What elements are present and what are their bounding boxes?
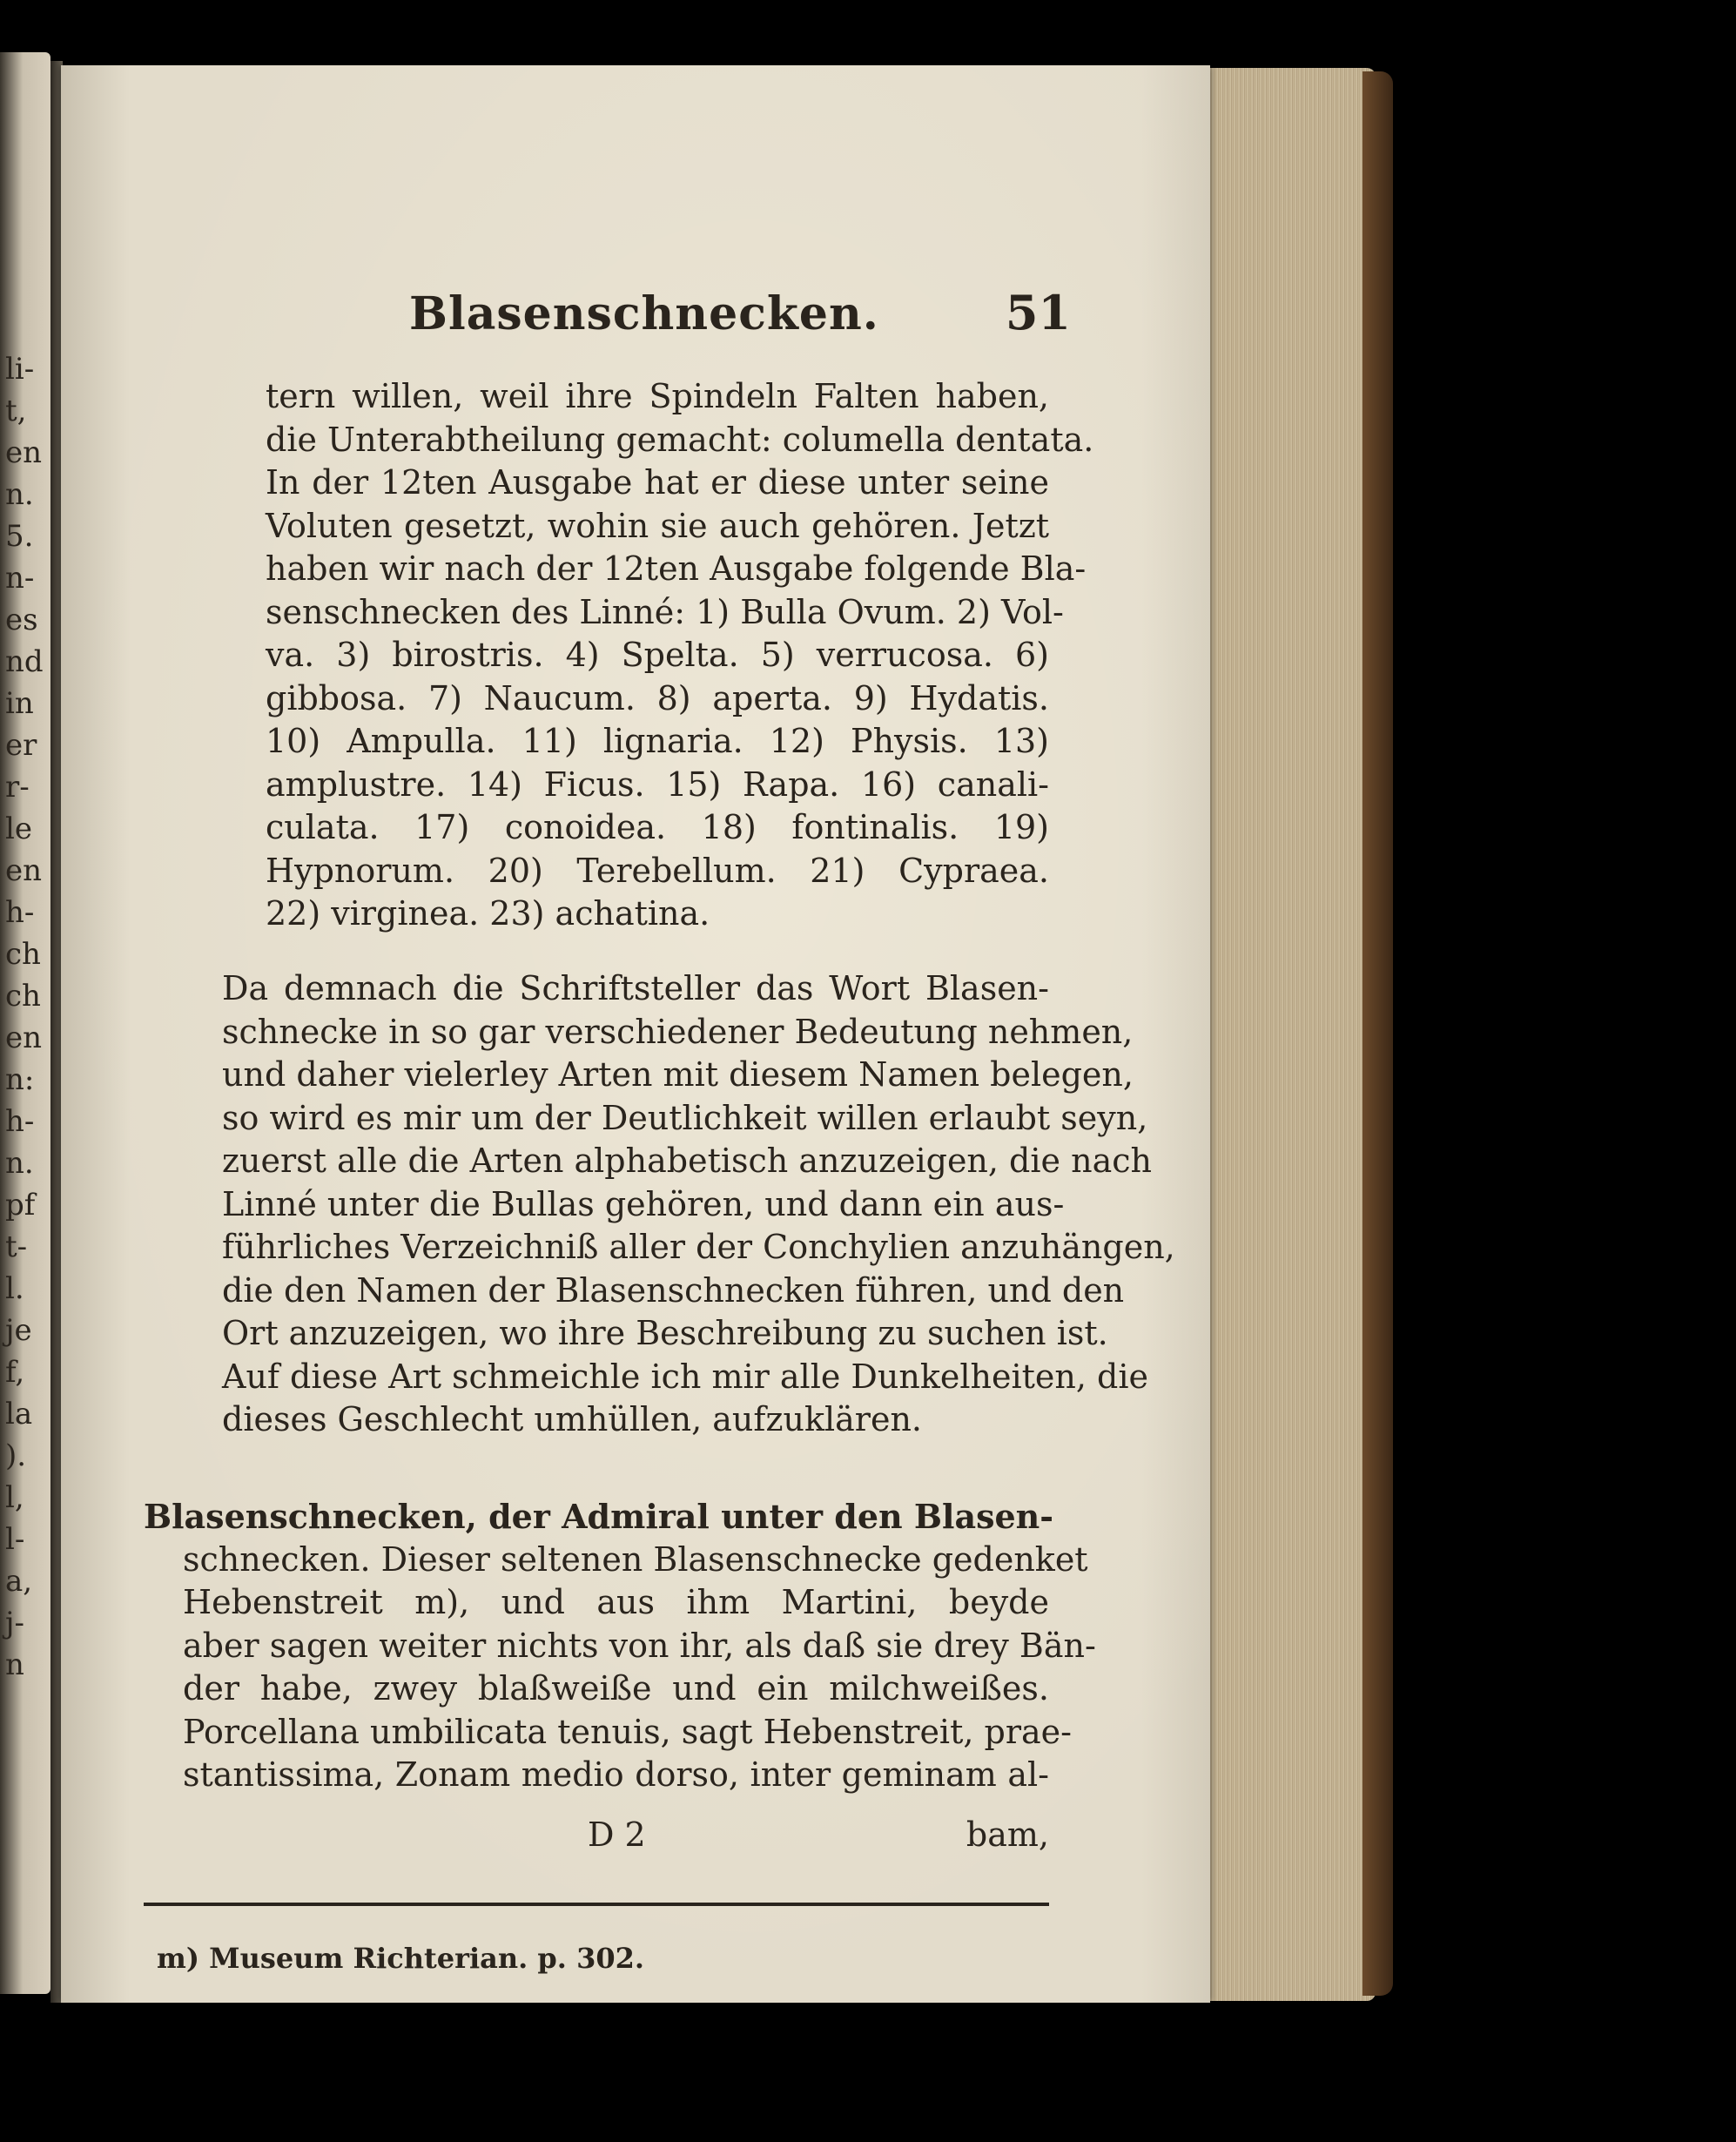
left-page-fragment: pf [5, 1188, 36, 1223]
left-page-fragment: 5. [5, 519, 34, 554]
left-page-fragment: le [5, 812, 32, 846]
left-page-fragment: en [5, 1020, 43, 1055]
text-line: aber sagen weiter nichts von ihr, als daß sie drey Bän- [183, 1626, 1096, 1665]
left-page-fragment: n [5, 1647, 24, 1682]
footnote-rule [144, 1903, 1049, 1906]
left-page-fragment: n. [5, 1146, 34, 1181]
text-line: dieses Geschlecht umhüllen, aufzuklären. [222, 1400, 922, 1438]
left-page-fragment: r- [5, 770, 30, 805]
text-line: der habe, zwey blaßweiße und ein milchweißes. [183, 1669, 1049, 1708]
text-line: schnecken. Dieser seltenen Blasenschnecke gedenket [183, 1539, 1088, 1579]
page-number: 51 [1005, 285, 1071, 340]
left-page-fragment: li- [5, 352, 35, 387]
entry-heading-line: Blasenschnecken, der Admiral unter den Blasen- [144, 1497, 1054, 1536]
left-page-fragment: t- [5, 1229, 28, 1264]
text-line: In der 12ten Ausgabe hat er diese unter seine [266, 463, 1049, 502]
left-page-fragment: t, [5, 394, 27, 428]
left-page-fragment: en [5, 435, 43, 470]
left-page-fragment: j- [5, 1606, 25, 1640]
left-page-fragment: es [5, 603, 38, 637]
left-page-fragment: je [5, 1313, 32, 1348]
left-page-fragment: la [5, 1397, 33, 1431]
text-line: so wird es mir um der Deutlichkeit willen erlaubt seyn, [222, 1098, 1148, 1137]
page-edges [1210, 68, 1376, 2001]
left-page-fragment: a, [5, 1564, 33, 1599]
left-page-fragment: l- [5, 1522, 25, 1557]
text-line: Ort anzuzeigen, wo ihre Beschreibung zu suchen ist. [222, 1314, 1108, 1352]
text-line: 22) virginea. 23) achatina. [266, 894, 710, 933]
text-line: stantissima, Zonam medio dorso, inter geminam al- [183, 1755, 1049, 1794]
left-page-fragment: in [5, 686, 34, 721]
left-page-fragment: l. [5, 1271, 24, 1306]
paragraph-1 [266, 375, 1094, 936]
text-line: haben wir nach der 12ten Ausgabe folgende Bla- [266, 549, 1087, 588]
text-line: Porcellana umbilicata tenuis, sagt Hebenstreit, prae- [183, 1712, 1072, 1751]
text-line: und daher vielerley Arten mit diesem Namen belegen, [222, 1055, 1134, 1094]
left-page-fragment: h- [5, 895, 35, 930]
book-cover [1363, 71, 1393, 1996]
left-page-fragment: l, [5, 1480, 24, 1515]
text-line: culata. 17) conoidea. 18) fontinalis. 19) [266, 808, 1049, 846]
book-page [61, 65, 1210, 2003]
left-page-fragments [5, 348, 47, 1686]
text-line: Voluten gesetzt, wohin sie auch gehören. Jetzt [266, 506, 1049, 545]
text-line: va. 3) birostris. 4) Spelta. 5) verrucosa. 6) [266, 636, 1049, 674]
text-line: die Unterabtheilung gemacht: columella dentata. [266, 420, 1094, 459]
left-page-fragment: n. [5, 477, 34, 512]
paragraph-2 [222, 967, 1175, 1442]
signature-mark: D 2 [588, 1815, 646, 1854]
text-line: Hypnorum. 20) Terebellum. 21) Cypraea. [266, 851, 1049, 890]
left-page-fragment: en [5, 853, 43, 888]
left-page-fragment: nd [5, 644, 44, 679]
left-page-edge [0, 52, 50, 1994]
text-line: Da demnach die Schriftsteller das Wort Blasen- [222, 969, 1049, 1007]
left-page-fragment: ). [5, 1438, 27, 1473]
page-foot [144, 1815, 1049, 1868]
left-page-fragment: n- [5, 561, 35, 596]
running-title: Blasenschnecken. [409, 287, 879, 340]
paragraph-3 [144, 1495, 1096, 1797]
text-line: amplustre. 14) Ficus. 15) Rapa. 16) canali- [266, 765, 1049, 804]
footnote: m) Museum Richterian. p. 302. [157, 1942, 644, 1975]
left-page-fragment: h- [5, 1104, 35, 1139]
text-line: Auf diese Art schmeichle ich mir alle Dunkelheiten, die [222, 1357, 1148, 1396]
text-line: Hebenstreit m), und aus ihm Martini, beyde [183, 1583, 1049, 1621]
page-header [409, 285, 1071, 340]
text-line: tern willen, weil ihre Spindeln Falten haben, [266, 377, 1049, 415]
text-line: 10) Ampulla. 11) lignaria. 12) Physis. 13) [266, 722, 1049, 760]
left-page-fragment: ch [5, 937, 41, 972]
text-line: die den Namen der Blasenschnecken führen, und den [222, 1270, 1125, 1310]
text-line: Linné unter die Bullas gehören, und dann ein aus- [222, 1184, 1065, 1223]
left-page-fragment: er [5, 728, 37, 763]
text-line: gibbosa. 7) Naucum. 8) aperta. 9) Hydatis. [266, 678, 1049, 717]
left-page-fragment: ch [5, 979, 41, 1014]
text-line: zuerst alle die Arten alphabetisch anzuzeigen, die nach [222, 1142, 1152, 1180]
left-page-fragment: n: [5, 1062, 35, 1097]
text-line: senschnecken des Linné: 1) Bulla Ovum. 2) Vol- [266, 592, 1064, 631]
text-line: führliches Verzeichniß aller der Conchylien anzuhängen, [222, 1228, 1175, 1266]
catchword: bam, [966, 1815, 1049, 1854]
text-line: schnecke in so gar verschiedener Bedeutung nehmen, [222, 1012, 1134, 1051]
left-page-fragment: f, [5, 1355, 25, 1390]
